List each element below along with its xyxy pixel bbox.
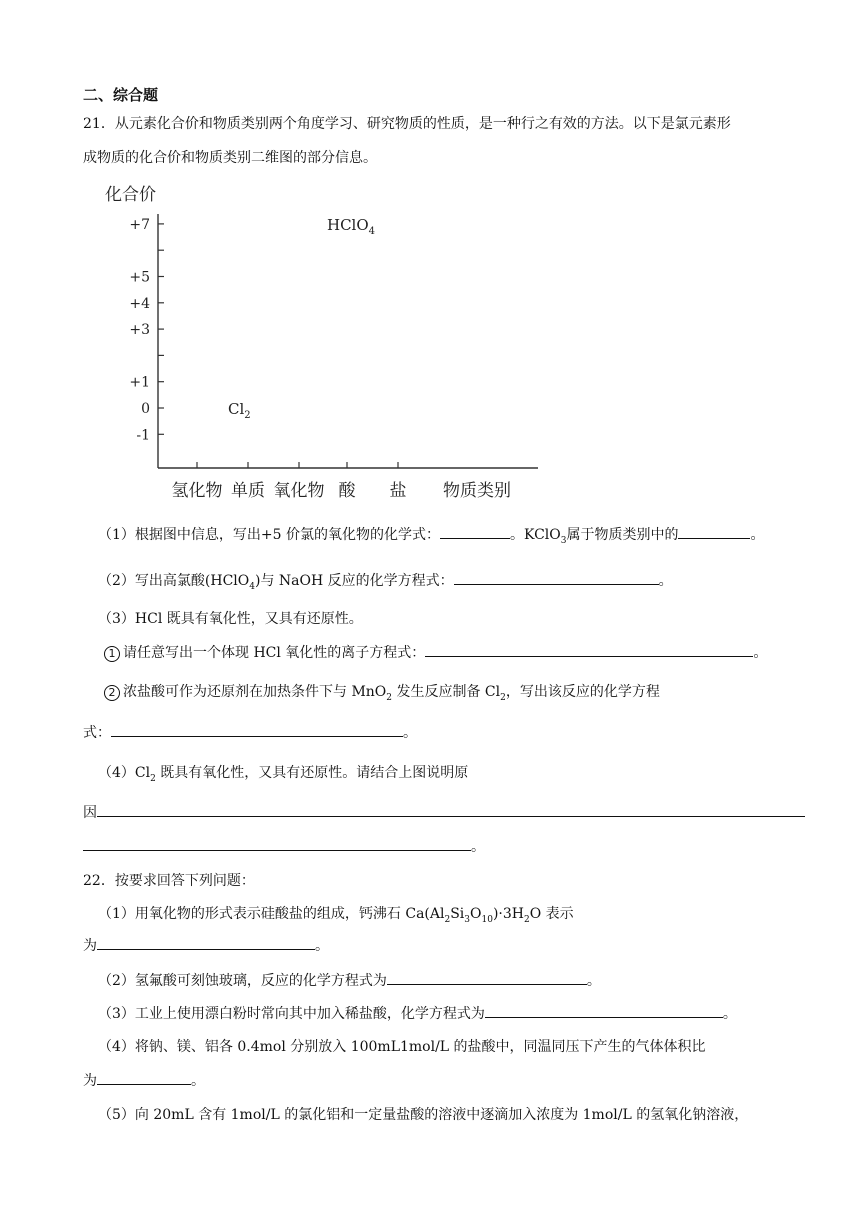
circle-number-1: 1 bbox=[104, 646, 120, 662]
y-tick-label: +7 bbox=[129, 216, 150, 233]
answer-blank[interactable] bbox=[440, 524, 510, 539]
q21-part2: （2）写出高氯酸(HClO$_4$)与 NaOH 反应的化学方程式： 。 bbox=[98, 570, 673, 592]
answer-blank[interactable] bbox=[97, 935, 315, 950]
y-tick-label: +5 bbox=[129, 269, 150, 286]
x-category-label: 氧化物 bbox=[273, 481, 325, 501]
answer-blank[interactable] bbox=[485, 1003, 723, 1018]
q22-part3: （3）工业上使用漂白粉时常向其中加入稀盐酸，化学方程式为 。 bbox=[98, 1003, 737, 1023]
x-category-label: 盐 bbox=[389, 481, 407, 501]
valence-category-diagram bbox=[100, 176, 550, 506]
q22-part4: （4）将钠、镁、铝各 0.4mol 分别放入 100mL1mol/L 的盐酸中，同温同压下产生的气体体积比 bbox=[98, 1039, 706, 1055]
q21-part4-line3: 。 bbox=[83, 836, 485, 856]
y-tick-label: +1 bbox=[129, 374, 150, 391]
q21-stem-line2: 成物质的化合价和物质类别二维图的部分信息。 bbox=[83, 150, 377, 166]
q21-part4-line2: 因 bbox=[83, 802, 805, 822]
point-label: $Cl_2$ bbox=[228, 400, 251, 421]
q21-part3: （3）HCl 既具有氧化性，又具有还原性。 bbox=[98, 611, 363, 627]
x-axis-title: 物质类别 bbox=[443, 481, 511, 501]
q21-part3-2: 2 浓盐酸可作为还原剂在加热条件下与 MnO$_2$ 发生反应制备 $Cl_2$，写出该反应的化学方程 bbox=[104, 681, 660, 703]
y-tick-label: -1 bbox=[136, 427, 150, 444]
q22-part5: （5）向 20mL 含有 1mol/L 的氯化铝和一定量盐酸的溶液中逐滴加入浓度为 1mol/L 的氢氧化钠溶液， bbox=[98, 1107, 749, 1123]
q21-stem-line1: 21．从元素化合价和物质类别两个角度学习、研究物质的性质，是一种行之有效的方法。以下是氯元素形 bbox=[83, 116, 731, 132]
q21-part3-2-line2: 式： 。 bbox=[83, 722, 417, 742]
answer-blank[interactable] bbox=[454, 570, 659, 585]
answer-blank[interactable] bbox=[425, 642, 753, 657]
x-category-label: 氢化物 bbox=[171, 481, 223, 501]
answer-blank[interactable] bbox=[97, 1070, 191, 1085]
point-label: HClO$_4$ bbox=[327, 215, 376, 237]
circle-number-2: 2 bbox=[104, 685, 120, 701]
q22-part1-line2: 为 。 bbox=[83, 935, 329, 955]
q22-part2: （2）氢氟酸可刻蚀玻璃，反应的化学方程式为 。 bbox=[98, 970, 601, 990]
q21-part4: $(4)Cl_2$ 既具有氧化性，又具有还原性。请结合上图说明原 bbox=[98, 765, 469, 784]
q22-stem: 22．按要求回答下列问题： bbox=[83, 873, 255, 889]
answer-blank[interactable] bbox=[83, 836, 471, 851]
q21-part1: （1）根据图中信息，写出+5 价氯的氧化物的化学式： 。KClO$_3$属于物质类别中的 。 bbox=[98, 524, 764, 546]
y-tick-label: 0 bbox=[141, 401, 150, 417]
answer-blank[interactable] bbox=[678, 524, 750, 539]
x-category-label: 酸 bbox=[338, 481, 356, 501]
answer-blank[interactable] bbox=[387, 970, 587, 985]
q22-part4-line2: 为 。 bbox=[83, 1070, 205, 1090]
section-title: 二、综合题 bbox=[83, 86, 159, 104]
y-tick-label: +3 bbox=[129, 322, 150, 339]
q21-part3-1: 1 请任意写出一个体现 HCl 氧化性的离子方程式： 。 bbox=[104, 642, 767, 662]
y-tick-label: +4 bbox=[129, 295, 150, 312]
x-category-label: 单质 bbox=[231, 481, 265, 501]
y-axis-title: 化合价 bbox=[105, 185, 156, 205]
answer-blank[interactable] bbox=[111, 722, 403, 737]
q22-part1: （1）用氧化物的形式表示硅酸盐的组成，钙沸石 $Ca(Al_2Si_3O_{10})\cdot 3H_2O$ 表示 bbox=[98, 906, 574, 925]
answer-blank[interactable] bbox=[97, 802, 805, 817]
